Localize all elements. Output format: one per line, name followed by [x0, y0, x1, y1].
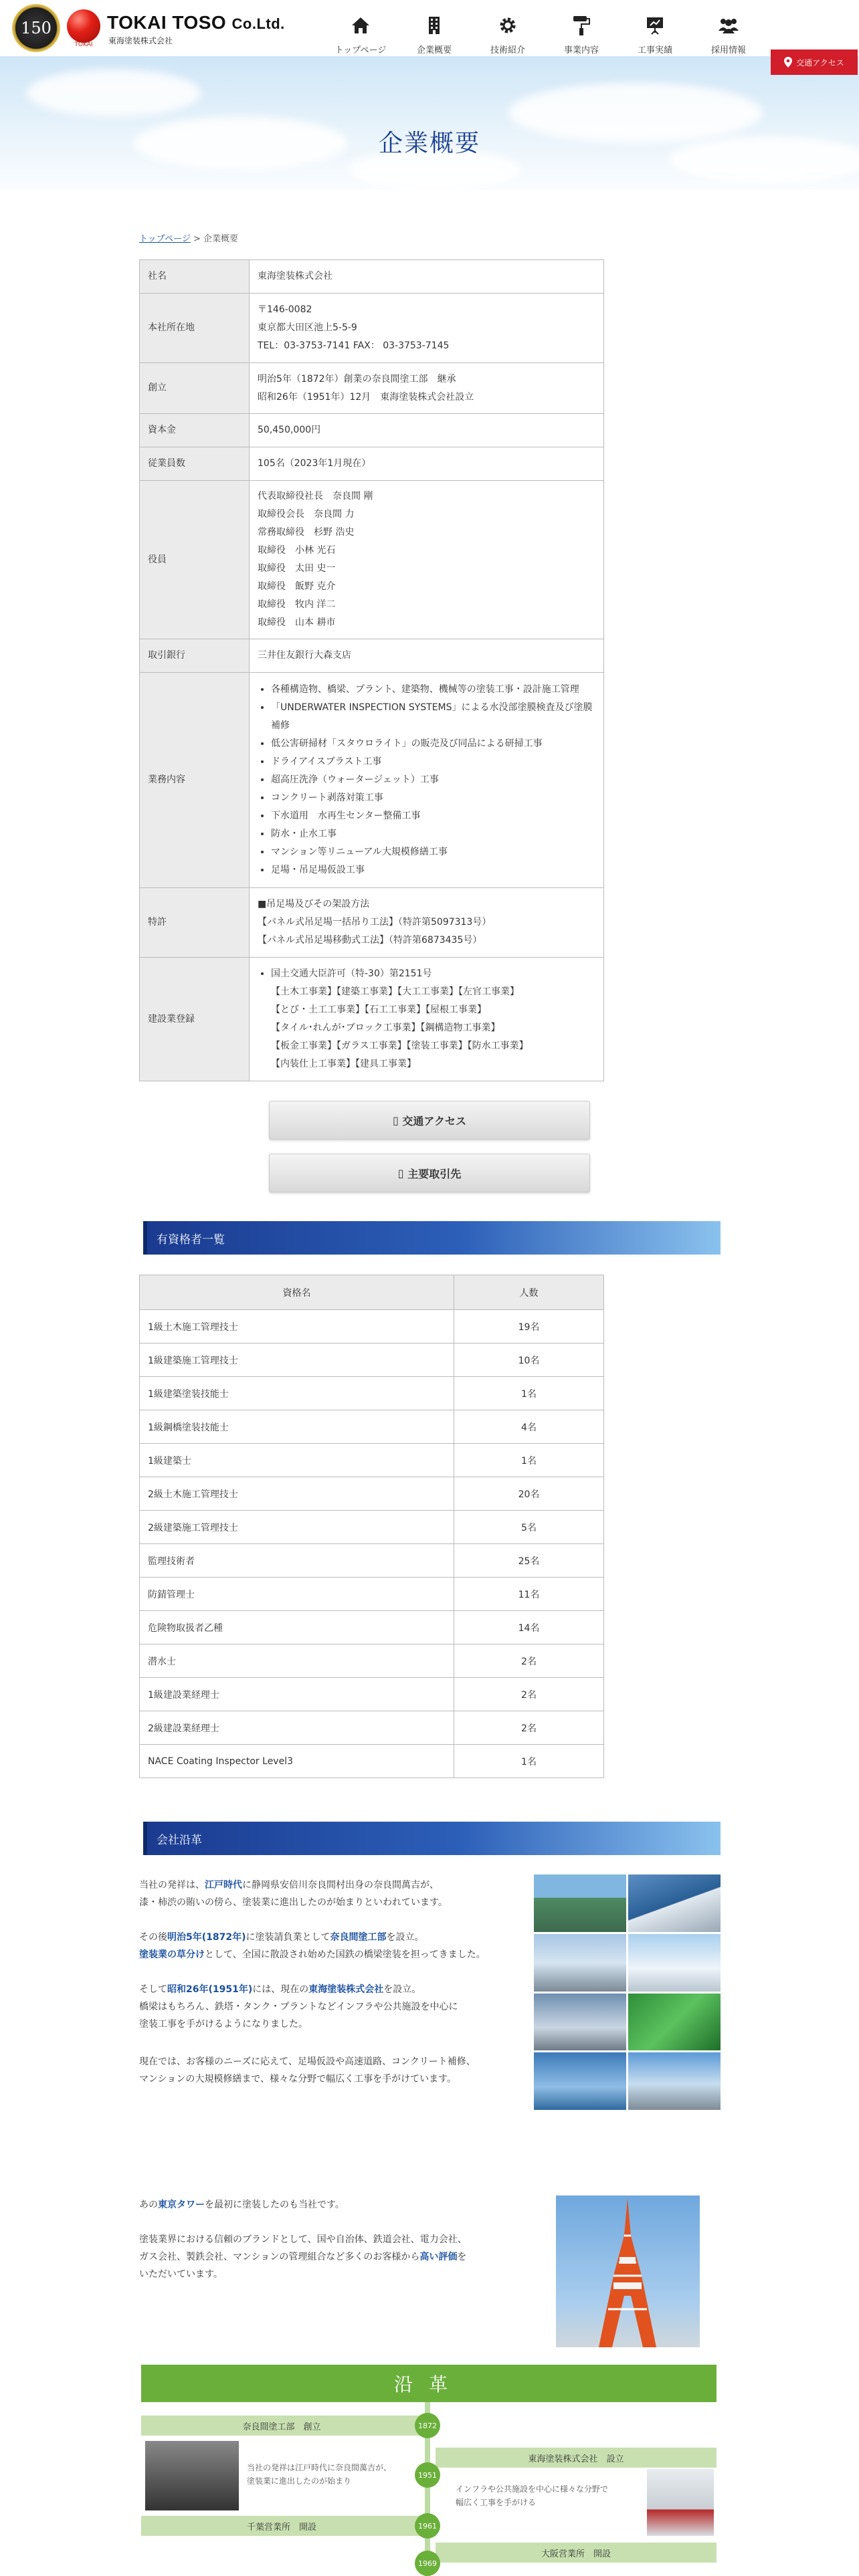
qualification-count: 11名 [454, 1578, 604, 1611]
qualification-count: 1名 [454, 1377, 604, 1410]
row-value: 50,450,000円 [250, 414, 604, 447]
access-button[interactable] [771, 49, 858, 75]
text: を最初に塗装したのも当社です。 [205, 2199, 345, 2210]
row-value: 三井住友銀行大森支店 [250, 639, 604, 673]
anniversary-seal [12, 4, 60, 52]
nav-item-recruit[interactable] [692, 0, 765, 80]
nav-item-works[interactable] [618, 0, 692, 80]
license-line: 【板金工事業】【ガラス工事業】【塗装工事業】【防水工事業】 [271, 1041, 529, 1051]
table-row [140, 673, 604, 888]
row-label: 本社所在地 [140, 294, 250, 363]
list-item: • 超高圧洗浄（ウォータージェット）工事 [271, 771, 595, 789]
list-item: • コンクリート剥落対策工事 [271, 789, 595, 807]
building-icon [397, 12, 471, 39]
table-row [140, 1745, 604, 1778]
clients-link-button[interactable] [269, 1154, 590, 1192]
qualification-count: 4名 [454, 1410, 604, 1444]
qualification-name: 2級土木施工管理技士 [140, 1477, 454, 1511]
table-row [140, 958, 604, 1081]
table-row [140, 1678, 604, 1711]
list-item: • ドライアイスブラスト工事 [271, 753, 595, 771]
photo-building [534, 1934, 626, 1992]
highlight-text: 東京タワー [158, 2199, 205, 2210]
access-button-label: 交通アクセス [796, 58, 844, 68]
note-line: 塗装業に進出したのが始まり [247, 2476, 352, 2486]
breadcrumb-home-link[interactable]: トップページ [139, 234, 191, 244]
table-row [140, 1611, 604, 1644]
works-photo-grid [534, 1874, 721, 2110]
text: 塗装工事を手がけるようになりました。 [139, 2019, 308, 2030]
qualification-count: 1名 [454, 1444, 604, 1477]
license-list [258, 965, 595, 983]
photo-tower-block [628, 2052, 721, 2110]
paint-roller-icon [545, 12, 618, 39]
row-value [250, 888, 604, 958]
qualification-count: 25名 [454, 1544, 604, 1578]
history-paragraph [139, 1876, 514, 1911]
list-item: • マンション等リニューアル大規模修繕工事 [271, 843, 595, 861]
highlight-text: 塗装業の草分け [139, 1949, 205, 1960]
qualification-name: 2級建設業経理士 [140, 1711, 454, 1745]
breadcrumb-separator: > [190, 234, 204, 244]
table-row [140, 1544, 604, 1578]
founded-line: 昭和26年（1951年）12月 東海塗装株式会社設立 [258, 391, 474, 403]
text: を [457, 2252, 467, 2262]
qualification-name: 潜水士 [140, 1644, 454, 1678]
row-label: 役員 [140, 481, 250, 639]
history-heading: 会社沿革 [139, 1822, 721, 1855]
table-row [140, 1477, 604, 1511]
photo-highway [534, 1994, 626, 2051]
table-row [140, 1310, 604, 1344]
qualification-count: 20名 [454, 1477, 604, 1511]
qualification-name: 1級建築塗装技能士 [140, 1377, 454, 1410]
photo-bridge [628, 1874, 721, 1932]
founded-line: 明治5年（1872年）創業の奈良間塗工部 継承 [258, 373, 456, 385]
clients-link-label: 主要取引先 [407, 1167, 462, 1180]
link-icon: ▯ [397, 1166, 404, 1180]
header-cell: 資格名 [140, 1275, 454, 1310]
qualification-name: NACE Coating Inspector Level3 [140, 1745, 454, 1778]
nav-item-company[interactable] [397, 0, 471, 80]
seal-number: 150 [21, 19, 52, 37]
text: には、現在の [252, 1984, 309, 1995]
license-line: 【タイル･れんが･ブロック工事業】【鋼構造物工事業】 [271, 1023, 500, 1033]
timeline-event: 大阪営業所 開設 [436, 2543, 717, 2563]
access-link-label: 交通アクセス [402, 1114, 466, 1128]
qualification-count: 2名 [454, 1644, 604, 1678]
nav-item-technology[interactable] [471, 0, 545, 80]
license-line: 【土木工事業】【建築工事業】【大工工事業】【左官工事業】 [271, 986, 519, 997]
timeline-year: 1961 [415, 2513, 440, 2539]
list-item: • 低公害研掃材「スタウロライト」の販売及び同品による研掃工事 [271, 735, 595, 753]
history-paragraph [139, 2053, 514, 2088]
list-item: • 防水・止水工事 [271, 825, 595, 843]
qualification-count: 19名 [454, 1310, 604, 1344]
patent-line: 【パネル式吊足場移動式工法】（特許第6873435号） [258, 935, 482, 946]
gear-icon [471, 12, 545, 39]
nav-item-top[interactable] [324, 0, 397, 80]
qualification-count: 2名 [454, 1711, 604, 1745]
timeline-note [247, 2461, 391, 2488]
text: として、全国に散設され始めた国鉄の橋梁塗装を担ってきました。 [205, 1949, 486, 1960]
table-row [140, 1444, 604, 1477]
access-link-button[interactable] [269, 1101, 590, 1140]
text: を設立。 [386, 1932, 424, 1943]
brand-name-text: TOKAI TOSO [107, 12, 227, 33]
brand-name-suffix: Co.Ltd. [231, 15, 285, 32]
timeline-event: 奈良間塗工部 創立 [141, 2416, 422, 2436]
officer-line: 常務取締役 杉野 浩史 [258, 527, 355, 538]
historical-photo [145, 2441, 239, 2510]
history-paragraph [139, 1981, 514, 2033]
officer-line: 取締役 太田 史一 [258, 563, 336, 574]
page-title: 企業概要 [378, 130, 480, 157]
nav-label: 工事実績 [637, 45, 672, 56]
office-photo [647, 2469, 714, 2536]
highlight-text: 江戸時代 [205, 1880, 242, 1891]
highlight-text: 高い評価 [419, 2252, 458, 2262]
row-label: 創立 [140, 363, 250, 414]
nav-label: トップページ [335, 45, 387, 56]
text: ガス会社、製鉄会社、マンションの管理組合など多くのお客様から [139, 2252, 420, 2262]
timeline-year: 1872 [415, 2413, 440, 2438]
history-paragraph [139, 2231, 514, 2283]
tokyo-tower-photo [556, 2195, 700, 2347]
row-value: 105名（2023年1月現在） [250, 447, 604, 481]
qualification-name: 1級建築施工管理技士 [140, 1344, 454, 1377]
logo-icon[interactable] [67, 9, 100, 43]
photo-gas-tank [534, 1874, 626, 1932]
history-paragraph [139, 2196, 514, 2214]
qualification-name: 1級建設業経理士 [140, 1678, 454, 1711]
row-value [250, 294, 604, 363]
list-item: • 足場・吊足場仮設工事 [271, 861, 595, 879]
note-line: 幅広く工事を手がける [456, 2498, 537, 2507]
home-icon [324, 12, 397, 39]
text: そして [139, 1984, 167, 1995]
timeline [141, 2402, 717, 2576]
address-phone: TEL：03-3753-7141 FAX： 03-3753-7145 [258, 340, 450, 351]
officer-line: 代表取締役社長 奈良間 剛 [258, 491, 373, 502]
table-row [140, 447, 604, 481]
nav-label: 採用情報 [710, 45, 746, 56]
qualification-count: 5名 [454, 1511, 604, 1544]
qualification-count: 14名 [454, 1611, 604, 1644]
text: あの [139, 2199, 158, 2210]
qualification-name: 危険物取扱者乙種 [140, 1611, 454, 1644]
list-item: • 「UNDERWATER INSPECTION SYSTEMS」による水没部塗膜検査及び塗膜補修 [271, 699, 595, 735]
logo-caption: TOKAI [74, 41, 93, 48]
qualification-count: 1名 [454, 1745, 604, 1778]
table-row [140, 1344, 604, 1377]
text: に塗装請負業として [246, 1932, 330, 1943]
qualification-name: 1級鋼橋塗装技能士 [140, 1410, 454, 1444]
license-line: 【とび・土工工事業】【石工工事業】【屋根工事業】 [271, 1004, 486, 1015]
text: 塗装業界における信頼のブランドとして、国や自治体、鉄道会社、電力会社、 [139, 2234, 467, 2245]
row-value [250, 673, 604, 888]
photo-green-structure [628, 1994, 721, 2051]
row-value [250, 363, 604, 414]
qualification-count: 10名 [454, 1344, 604, 1377]
row-label: 業務内容 [140, 673, 250, 888]
highlight-text: 昭和26年(1951年) [167, 1984, 253, 1995]
timeline-banner: 沿革 [141, 2365, 717, 2402]
breadcrumb [139, 231, 238, 244]
qualification-count: 2名 [454, 1678, 604, 1711]
company-overview-table [139, 259, 604, 1081]
highlight-text: 奈良間塗工部 [330, 1932, 387, 1943]
text: その後 [139, 1932, 167, 1943]
row-value [250, 481, 604, 639]
qualification-name: 防錆管理士 [140, 1578, 454, 1611]
history-paragraph [139, 1929, 514, 1963]
text: マンションの大規模修繕まで、様々な分野で幅広く工事を手がけています。 [139, 2074, 456, 2084]
brand-subtitle: 東海塗装株式会社 [108, 36, 173, 45]
row-label: 社名 [140, 260, 250, 294]
list-item: • 国土交通大臣許可（特-30）第2151号 [271, 965, 595, 983]
row-label: 建設業登録 [140, 958, 250, 1081]
site-header [0, 0, 859, 68]
table-row [140, 1377, 604, 1410]
officer-line: 取締役 小林 光石 [258, 545, 336, 556]
qualification-name: 1級建築士 [140, 1444, 454, 1477]
note-line: インフラや公共施設を中心に様々な分野で [456, 2484, 609, 2494]
text: を設立。 [383, 1984, 421, 1995]
text: いただいています。 [139, 2269, 223, 2280]
table-row [140, 481, 604, 639]
patent-line: 【パネル式吊足場一括吊り工法】（特許第5097313号） [258, 917, 492, 928]
table-row [140, 1511, 604, 1544]
row-label: 特許 [140, 888, 250, 958]
header-cell: 人数 [454, 1275, 604, 1310]
table-row [140, 1644, 604, 1678]
qualification-name: 監理技術者 [140, 1544, 454, 1578]
list-item: • 下水道用 水再生センター整備工事 [271, 807, 595, 825]
highlight-text: 明治5年(1872年) [167, 1932, 246, 1943]
presentation-icon [618, 12, 692, 39]
text: 現在では、お客様のニーズに応えて、足場仮設や高速道路、コンクリート補修、 [139, 2056, 476, 2067]
brand-name[interactable] [107, 12, 285, 33]
list-item: • 各種構造物、橋梁、プラント、建築物、機械等の塗装工事・設計施工管理 [271, 681, 595, 699]
link-icon: ▯ [393, 1113, 399, 1127]
breadcrumb-current: 企業概要 [203, 234, 239, 244]
highlight-text: 東海塗装株式会社 [308, 1984, 384, 1995]
map-pin-icon [784, 57, 792, 68]
table-row [140, 363, 604, 414]
qualifications-table [139, 1275, 604, 1778]
table-row [140, 1578, 604, 1611]
qualifications-heading: 有資格者一覧 [139, 1221, 721, 1255]
table-row [140, 414, 604, 447]
text: に静岡県安倍川奈良間村出身の奈良間萬吉が、 [242, 1880, 439, 1891]
license-line: 【内装仕上工事業】【建具工事業】 [271, 1059, 416, 1069]
table-row [140, 294, 604, 363]
text: 橋梁はもちろん、鉄塔・タンク・プラントなどインフラや公共施設を中心に [139, 2002, 458, 2012]
officer-line: 取締役 牧内 洋二 [258, 599, 336, 610]
text: 当社の発祥は、 [139, 1880, 205, 1891]
qualification-name: 2級建築施工管理技士 [140, 1511, 454, 1544]
nav-item-business[interactable] [545, 0, 618, 80]
table-row [140, 1711, 604, 1745]
nav-label: 企業概要 [416, 45, 452, 56]
row-label: 取引銀行 [140, 639, 250, 673]
officer-line: 取締役 山本 耕市 [258, 617, 336, 628]
table-row [140, 260, 604, 294]
qualification-name: 1級土木施工管理技士 [140, 1310, 454, 1344]
people-icon [692, 12, 765, 39]
officer-line: 取締役会長 奈良間 力 [258, 509, 355, 520]
timeline-event: 千葉営業所 開設 [141, 2516, 422, 2536]
officer-line: 取締役 飯野 克介 [258, 581, 336, 592]
row-value: 東海塗装株式会社 [250, 260, 604, 294]
table-row [140, 639, 604, 673]
table-row [140, 888, 604, 958]
photo-harbor [534, 2052, 626, 2110]
patent-line: ■吊足場及びその架設方法 [258, 899, 370, 909]
nav-label: 事業内容 [563, 45, 599, 56]
table-row [140, 1410, 604, 1444]
address-postal: 〒146-0082 [258, 304, 312, 315]
row-label: 従業員数 [140, 447, 250, 481]
address-street: 東京都大田区池上5-5-9 [258, 322, 357, 333]
business-list [258, 681, 595, 879]
row-label: 資本金 [140, 414, 250, 447]
text: 漆・柿渋の賄いの傍ら、塗装業に進出したのが始まりといわれています。 [139, 1897, 448, 1908]
table-header-row [140, 1275, 604, 1310]
timeline-note [456, 2482, 608, 2509]
note-line: 当社の発祥は江戸時代に奈良間萬吉が、 [247, 2463, 392, 2472]
photo-suspension-bridge [628, 1934, 721, 1992]
nav-label: 技術紹介 [490, 45, 525, 56]
row-value [250, 958, 604, 1081]
timeline-event: 東海塗装株式会社 設立 [436, 2448, 717, 2468]
timeline-year: 1969 [415, 2551, 440, 2576]
timeline-year: 1951 [415, 2462, 440, 2488]
